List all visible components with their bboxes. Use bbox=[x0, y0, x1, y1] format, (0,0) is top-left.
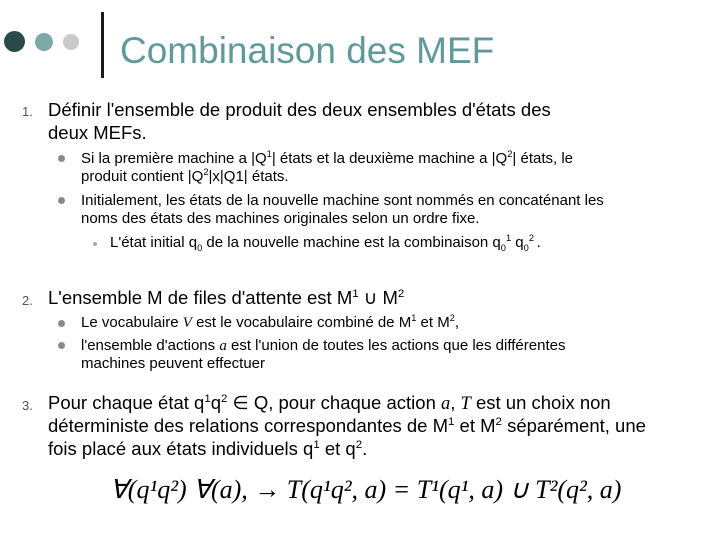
title-divider bbox=[101, 12, 104, 78]
sub-sub-item-1: L'état initial $q_0$ de la nouvelle machine est la combinaison $q_0^1$ $q_0^2$ . bbox=[110, 233, 541, 253]
sub-item-2a: Le vocabulaire V est le vocabulaire combiné de $M^1$ et $M^2$, bbox=[81, 313, 460, 331]
sub-item-1a: Si la première machine a $|Q^1|$ états et la deuxième machine a $|Q^2|$ états, le bbox=[81, 149, 573, 167]
item-2-text: L'ensemble M de files d'attente est $M^1$ ∪ $M^2$ bbox=[48, 287, 405, 308]
formula: ∀(q¹q²) ∀(a), → T(q¹q², a) = T¹(q¹, a) ∪ T²(q², a) bbox=[110, 475, 622, 504]
sub-bullet-icon bbox=[93, 242, 97, 246]
mid-dot-icon bbox=[35, 33, 53, 51]
item-number: 3. bbox=[22, 398, 33, 413]
sub-item-2b: l'ensemble d'actions a est l'union de toutes les actions que les différentes bbox=[81, 337, 566, 354]
sub-item-1b-line-2: noms des états des machines originales selon un ordre fixe. bbox=[81, 210, 480, 227]
sub-item-2b-line-2: machines peuvent effectuer bbox=[81, 355, 266, 372]
item-1-line-1: Définir l'ensemble de produit des deux ensembles d'états des bbox=[48, 99, 551, 120]
bullet-icon bbox=[58, 197, 65, 204]
bullet-icon bbox=[58, 155, 65, 162]
item-number: 2. bbox=[22, 293, 33, 308]
sub-item-1b: Initialement, les états de la nouvelle machine sont nommés en concaténant les bbox=[81, 192, 604, 209]
dark-dot-icon bbox=[4, 31, 25, 52]
sub-item-1a-line-2: produit contient $|Q^2|x|Q1|$ états. bbox=[81, 167, 289, 185]
bullet-icon bbox=[58, 320, 65, 327]
nav-dots bbox=[0, 30, 92, 54]
item-3-line-1: Pour chaque état $q^1q^2$ ∈ Q, pour chaque action a, T est un choix non bbox=[48, 392, 611, 414]
bullet-icon bbox=[58, 342, 65, 349]
item-1-line-2: deux MEFs. bbox=[48, 122, 147, 143]
item-3-line-2: déterministe des relations correspondantes de $M^1$ et $M^2$ séparément, une bbox=[48, 415, 646, 436]
page-title: Combinaison des MEF bbox=[120, 30, 495, 71]
light-dot-icon bbox=[63, 34, 79, 50]
item-3-line-3: fois placé aux états individuels $q^1$ et $q^2$. bbox=[48, 438, 368, 459]
item-number: 1. bbox=[22, 104, 33, 119]
